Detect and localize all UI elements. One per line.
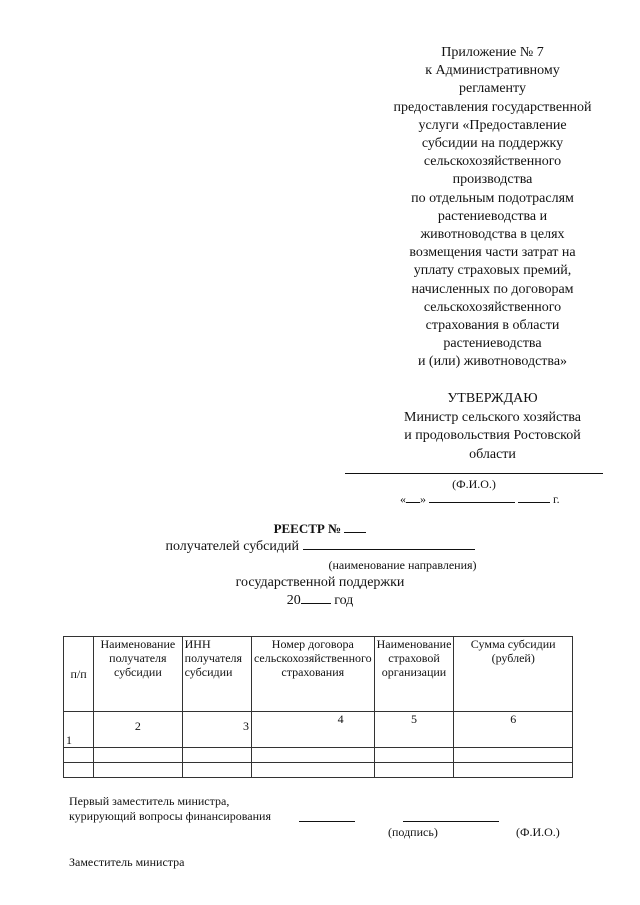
approval-line: Министр сельского хозяйства [404,409,581,425]
date-month-blank [429,502,515,503]
deputy-signature-line [299,821,355,822]
date-year-blank [518,502,550,503]
annex-line: уплату страховых премий, [413,263,572,279]
date-suffix: г. [553,492,560,506]
signature-hint: (подпись) [388,825,438,839]
deputy-line1: Первый заместитель министра, [69,794,230,808]
annex-line: производства [452,172,533,188]
registry-title: РЕЕСТР № [273,521,342,536]
date-day-blank [406,502,420,503]
annex-line: услуги «Предоставление [418,117,567,133]
minister-signature-line [345,473,603,474]
col-number: 2 [94,712,183,748]
minister-fio-label: (Ф.И.О.) [452,477,496,491]
col-header-recipient: Наименование получателя субсидии [94,637,183,712]
registry-year-blank [301,603,331,604]
registry-title-row [0,520,640,538]
registry-recipients: получателей субсидий [165,539,299,554]
col-number: 3 [182,712,251,748]
col-header-num: п/п [64,637,94,712]
annex-line: животноводства в целях [420,227,565,243]
registry-support: государственной поддержки [235,575,405,590]
table-row [64,748,573,763]
col-number: 4 [251,712,374,748]
annex-line: растениеводства и [437,208,548,224]
annex-line: по отдельным подотраслям [411,190,574,206]
col-number: 1 [64,712,94,748]
registry-direction-blank [303,549,475,550]
annex-line: и (или) животноводства» [417,354,568,370]
col-number: 6 [454,712,573,748]
deputy-fio-line [403,821,499,822]
col-header-inn: ИНН получателя субсидии [182,637,251,712]
col-header-insurer: Наименование страховой организации [374,637,454,712]
registry-table [63,636,573,778]
annex-line: предоставления государственной [393,99,592,115]
annex-line: субсидии на поддержку [421,136,564,152]
annex-block [380,44,605,372]
registry-direction-hint: (наименование направления) [328,558,477,572]
annex-line: возмещения части затрат на [409,245,576,261]
annex-line: сельскохозяйственного [423,299,562,315]
approval-date [400,492,600,507]
deputy-line2: курирующий вопросы финансирования [69,809,271,823]
registry-year-prefix: 20 [286,593,301,608]
annex-line: начисленных по договорам [411,281,574,297]
annex-line: Приложение № 7 [441,45,544,60]
fio-hint: (Ф.И.О.) [516,825,560,839]
registry-year-row [0,592,640,610]
deputy2-label: Заместитель министра [69,855,185,869]
registry-number-blank [344,532,366,533]
annex-line: сельскохозяйственного [423,154,562,170]
registry-year-suffix: год [334,593,354,608]
annex-line: к Административному [425,63,560,79]
registry-recipients-row [0,538,640,556]
registry-heading [0,520,640,610]
table-row [64,763,573,778]
col-header-amount: Сумма субсидии (рублей) [454,637,573,712]
annex-line: страхования в области [425,318,560,334]
col-number: 5 [374,712,454,748]
table-number-row [64,712,573,748]
col-header-contract: Номер договора сельскохозяйственного страхования [251,637,374,712]
approval-line: и продовольствия Ростовской [404,428,581,443]
date-close-quote: » [420,492,426,506]
approval-title: УТВЕРЖДАЮ [447,391,538,406]
approval-block [380,390,605,464]
annex-line: растениеводства [443,336,542,352]
table-header-row [64,637,573,712]
annex-line: регламенту [459,81,526,97]
date-open-quote: « [400,492,406,506]
approval-line: области [469,446,516,462]
